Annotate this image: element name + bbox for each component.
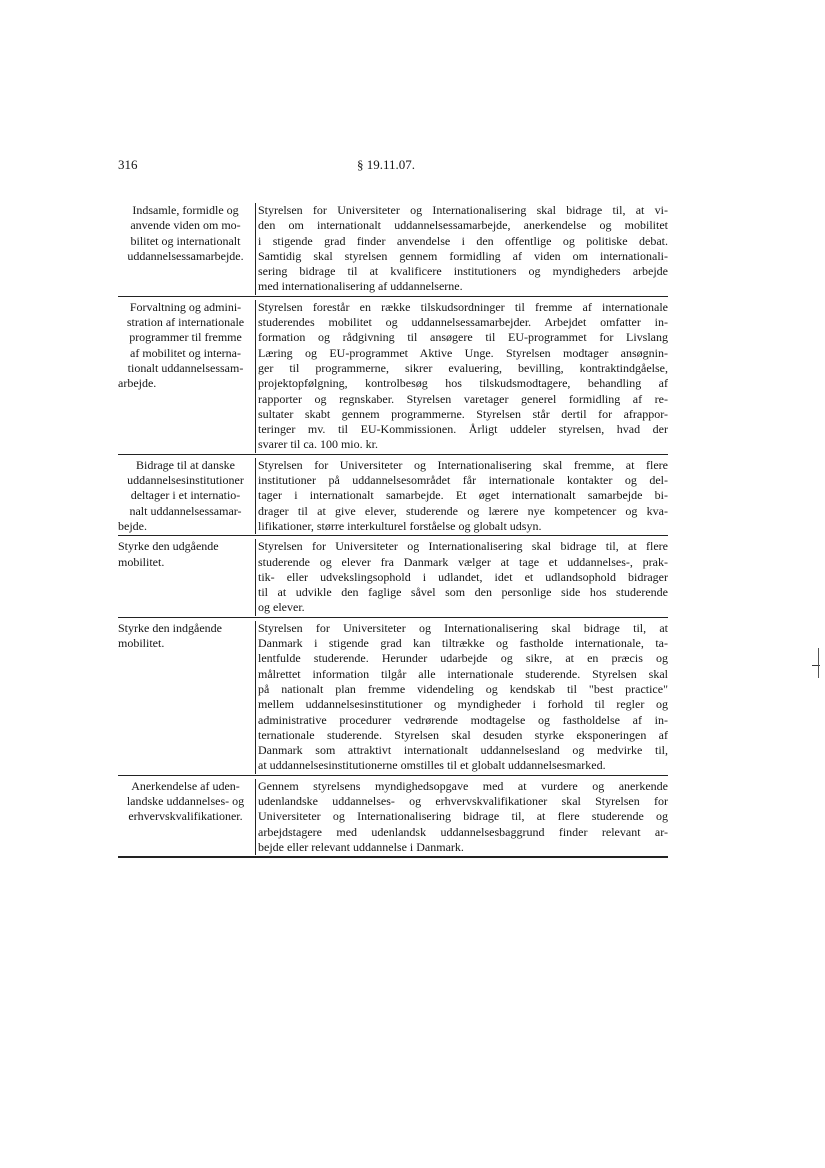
- topic-line: nalt uddannelsessamar-: [129, 503, 242, 518]
- description-line: studerendes mobilitet og uddannelsessamarbejder. Arbejdet omfatter in-: [258, 315, 668, 330]
- description-line: rapporter og regnskaber. Styrelsen varetager generel formidling af re-: [258, 391, 668, 406]
- description-line: i stigende grad finder anvendelse i den offentlige og politiske debat.: [258, 233, 668, 248]
- topic-line: bilitet og internationalt: [130, 233, 241, 248]
- description-line: bejde eller relevant uddannelse i Danmark.: [258, 839, 464, 854]
- row-description: [255, 458, 668, 534]
- topic-line: Indsamle, formidle og: [132, 203, 239, 217]
- row-topic: [118, 203, 255, 295]
- description-line: Styrelsen for Universiteter og Internationalisering skal bidrage til, at: [258, 620, 668, 635]
- margin-edge-line: [818, 648, 819, 678]
- topic-line: Forvaltning og admini-: [129, 299, 242, 314]
- topic-line: Styrke den indgående: [118, 620, 222, 635]
- table-row: [118, 300, 668, 455]
- page-number: 316: [118, 157, 138, 172]
- topic-line: deltager i et internatio-: [130, 488, 241, 503]
- row-topic: [118, 621, 255, 774]
- description-line: målrettet information tilgår alle internationale studerende. Styrelsen skal: [258, 666, 668, 681]
- description-line: institutioner på uddannelsesområdet får internationale kontakter og del-: [258, 473, 668, 488]
- description-line: Samtidig skal styrelsen gennem formidling af viden om internationali-: [258, 248, 668, 263]
- topic-line: tionalt uddannelsessam-: [127, 360, 244, 375]
- description-line: Danmark som attraktivt internationalt uddannelsesland og medvirke til,: [258, 743, 668, 758]
- description-line: den om internationalt uddannelsessamarbejde, anerkendelse og mobilitet: [258, 218, 668, 233]
- description-line: tik- eller udvekslingsophold i udlandet, idet et udlandsophold bidrager: [258, 569, 668, 584]
- row-description: [255, 779, 668, 855]
- description-line: drager til at give elever, studerende og lærere nye kompetencer og kva-: [258, 503, 668, 518]
- description-line: lifikationer, større interkulturel forståelse og globalt udsyn.: [258, 518, 542, 533]
- description-line: sultater skabt gennem programmerne. Styrelsen står dertil for afrappor-: [258, 406, 668, 421]
- description-line: ternationale studerende. Styrelsen skal desuden styrke eksponeringen af: [258, 727, 668, 742]
- table-row: [118, 779, 668, 858]
- topic-line: uddannelsessamarbejde.: [127, 248, 244, 263]
- description-line: udenlandske uddannelses- og erhvervskvalifikationer skal Styrelsen for: [258, 793, 668, 808]
- topic-line: mobilitet.: [118, 636, 165, 651]
- description-line: at uddannelsesinstitutionerne omstilles til et globalt uddannelsesmarked.: [258, 758, 606, 773]
- row-description: [255, 539, 668, 615]
- description-line: formation og rådgivning til ansøgere til EU-programmet for Livslang: [258, 330, 668, 345]
- topic-line: Anerkendelse af uden-: [131, 778, 240, 793]
- topic-line: bejde.: [118, 518, 147, 533]
- description-line: med internationalisering af uddannelserne.: [258, 279, 463, 294]
- section-reference: § 19.11.07.: [357, 157, 416, 172]
- topic-line: anvende viden om mo-: [130, 218, 241, 233]
- topic-line: arbejde.: [118, 376, 157, 391]
- description-line: studerende og elever fra Danmark vælger at tage et uddannelses-, prak-: [258, 554, 668, 569]
- topic-line: erhvervskvalifikationer.: [128, 809, 243, 824]
- topic-line: stration af internationale: [126, 315, 245, 330]
- description-line: til at udvikle den faglige såvel som den personlige side hos studerende: [258, 585, 668, 600]
- description-line: sering bidrage til at kvalificere institutioners og myndigheders arbejde: [258, 264, 668, 279]
- topic-line: mobilitet.: [118, 554, 165, 569]
- description-line: Styrelsen for Universiteter og Internationalisering skal bidrage til, at vi-: [258, 203, 668, 217]
- topic-line: programmer til fremme: [129, 330, 242, 345]
- description-line: mellem uddannelsesinstitutioner og myndigheder i forhold til regler og: [258, 697, 668, 712]
- description-line: Styrelsen for Universiteter og Internationalisering skal fremme, at flere: [258, 457, 668, 472]
- row-topic: [118, 458, 255, 534]
- description-line: svarer til ca. 100 mio. kr.: [258, 437, 378, 452]
- table-row: [118, 203, 668, 297]
- row-description: [255, 300, 668, 453]
- table-row: [118, 458, 668, 536]
- row-description: [255, 621, 668, 774]
- description-line: teringer mv. til EU-Kommissionen. Årligt uddeler styrelsen, hvad der: [258, 422, 668, 437]
- description-line: Styrelsen forestår en række tilskudsordninger til fremme af internationale: [258, 299, 668, 314]
- table-row: [118, 621, 668, 776]
- row-topic: [118, 779, 255, 855]
- description-line: arbejdstagere med udenlandsk uddannelsesbaggrund finder relevant ar-: [258, 824, 668, 839]
- description-line: Gennem styrelsens myndighedsopgave med at vurdere og anerkende: [258, 778, 668, 793]
- description-line: administrative procedurer vedrørende modtagelse og fastholdelse af in-: [258, 712, 668, 727]
- topic-line: landske uddannelses- og: [126, 793, 245, 808]
- topic-line: uddannelsesinstitutioner: [127, 473, 244, 488]
- tasks-table: [118, 203, 668, 861]
- row-topic: [118, 300, 255, 453]
- description-line: lentfulde studerende. Herunder udarbejde og sikre, at en præcis og: [258, 651, 668, 666]
- description-line: Læring og EU-programmet Aktive Unge. Styrelsen modtager ansøgnin-: [258, 345, 668, 360]
- topic-line: Bidrage til at danske: [136, 457, 235, 472]
- description-line: og elever.: [258, 600, 305, 615]
- description-line: Styrelsen for Universiteter og Internationalisering skal bidrage til, at flere: [258, 539, 668, 554]
- description-line: Danmark i stigende grad kan tiltrække og fastholde internationale, ta-: [258, 636, 668, 651]
- description-line: på nationalt plan fremme videndeling og kendskab til "best practice": [258, 681, 668, 696]
- description-line: Universiteter og Internationalisering bidrage til, at flere studerende og: [258, 809, 668, 824]
- description-line: projektopfølgning, kontrolbesøg hos tilskudsmodtagere, behandling af: [258, 376, 668, 391]
- row-topic: [118, 539, 255, 615]
- table-row: [118, 539, 668, 617]
- topic-line: af mobilitet og interna-: [130, 345, 241, 360]
- topic-line: Styrke den udgående: [118, 539, 219, 554]
- description-line: tager i internationalt samarbejde. Et øget internationalt samarbejde bi-: [258, 488, 668, 503]
- description-line: ger til programmerne, sikrer evaluering, bevilling, kontraktindgåelse,: [258, 360, 668, 375]
- row-description: [255, 203, 668, 295]
